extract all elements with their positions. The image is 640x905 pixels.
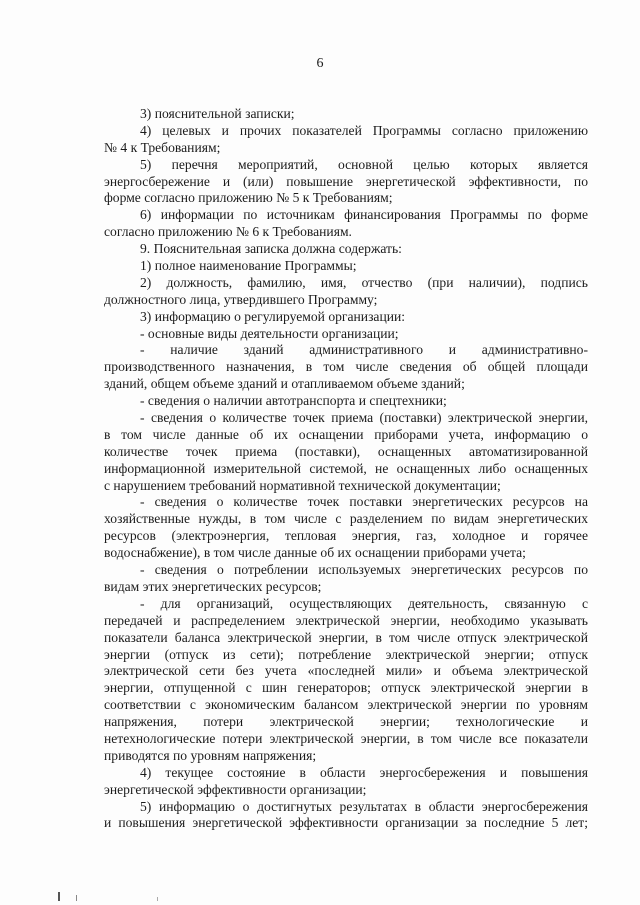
text-line: - сведения о наличии автотранспорта и спецтехники; [140,393,447,409]
text-line: № 4 к Требованиям; [104,139,221,155]
text-line: 3) пояснительной записки; [140,106,295,121]
text-line: передачей и распределением электрической энергии, необходимо указывать [104,612,588,628]
scan-artifact [76,895,77,901]
text-line: электрической сети без учета «последней мили» и объема электрической [104,663,588,679]
text-line: нетехнологические потери электрической энергии, в том числе все показатели [104,730,588,746]
document-body [104,106,588,832]
text-line: энергосбережение и (или) повышение энергетической эффективности, по [104,173,588,189]
text-line: должностного лица, утвердившего Программу; [104,291,378,307]
text-line: производственного назначения, в том числе сведения об общей площади [104,359,588,375]
text-line: ресурсов (электроэнергия, тепловая энергия, газ, холодное и горячее [104,528,588,544]
text-line: - наличие зданий административного и административно- [140,342,588,358]
page-number: 6 [316,56,324,71]
text-line: - сведения о количестве точек приема (поставки) электрической энергии, [140,410,588,426]
text-line: 5) перечня мероприятий, основной целью которых является [140,156,588,172]
text-line: - для организаций, осуществляющих деятельность, связанную с [140,595,588,611]
text-line: 9. Пояснительная записка должна содержать: [140,241,402,257]
text-line: зданий, общем объеме зданий и отапливаемом объеме зданий; [104,376,465,392]
scan-artifact [58,892,60,901]
text-line: форме согласно приложению № 5 к Требованиям; [104,190,393,206]
text-line: 5) информацию о достигнутых результатах в области энергосбережения [140,798,588,814]
text-line: и повышения энергетической эффективности организации за последние 5 лет; [104,815,588,831]
text-line: - сведения о количестве точек поставки энергетических ресурсов на [140,494,588,510]
text-line: энергии, отпущенной с шин генераторов; отпуск электрической энергии в [104,680,588,696]
text-line: 6) информации по источникам финансирования Программы по форме [140,207,588,223]
scan-artifact [157,897,158,901]
text-line: соответствии с экономическим балансом электрической энергии по уровням [104,697,588,713]
text-line: напряжения, потери электрической энергии; технологические и [104,714,588,730]
text-line: информационной измерительной системой, не оснащенных либо оснащенных [104,460,588,476]
text-line: с нарушением требований нормативной технической документации; [104,477,501,493]
text-line: 4) целевых и прочих показателей Программы согласно приложению [140,122,588,138]
text-line: видам этих энергетических ресурсов; [104,578,322,594]
text-line: - сведения о потреблении используемых энергетических ресурсов по [140,562,588,578]
text-line: водоснабжение), в том числе данные об их оснащении приборами учета; [104,545,526,561]
text-line: 2) должность, фамилию, имя, отчество (при наличии), подпись [140,274,588,290]
text-line: энергетической эффективности организации; [104,781,367,797]
text-line: - основные виды деятельности организации; [140,325,399,341]
text-line: приводятся по уровням напряжения; [104,747,317,763]
text-line: количестве точек приема (поставки), оснащенных автоматизированной [104,443,588,459]
text-line: показатели баланса электрической энергии, в том числе отпуск электрической [104,629,588,645]
text-line: 3) информацию о регулируемой организации: [140,308,406,324]
text-line: энергии (отпуск из сети); потребление электрической энергии; отпуск [104,646,588,662]
text-line: согласно приложению № 6 к Требованиям. [104,224,352,240]
text-line: в том числе данные об их оснащении приборами учета, информацию о [104,426,588,442]
text-line: хозяйственные нужды, в том числе с разделением по видам энергетических [104,511,588,527]
text-line: 4) текущее состояние в области энергосбережения и повышения [140,764,588,780]
text-line: 1) полное наименование Программы; [140,258,357,274]
